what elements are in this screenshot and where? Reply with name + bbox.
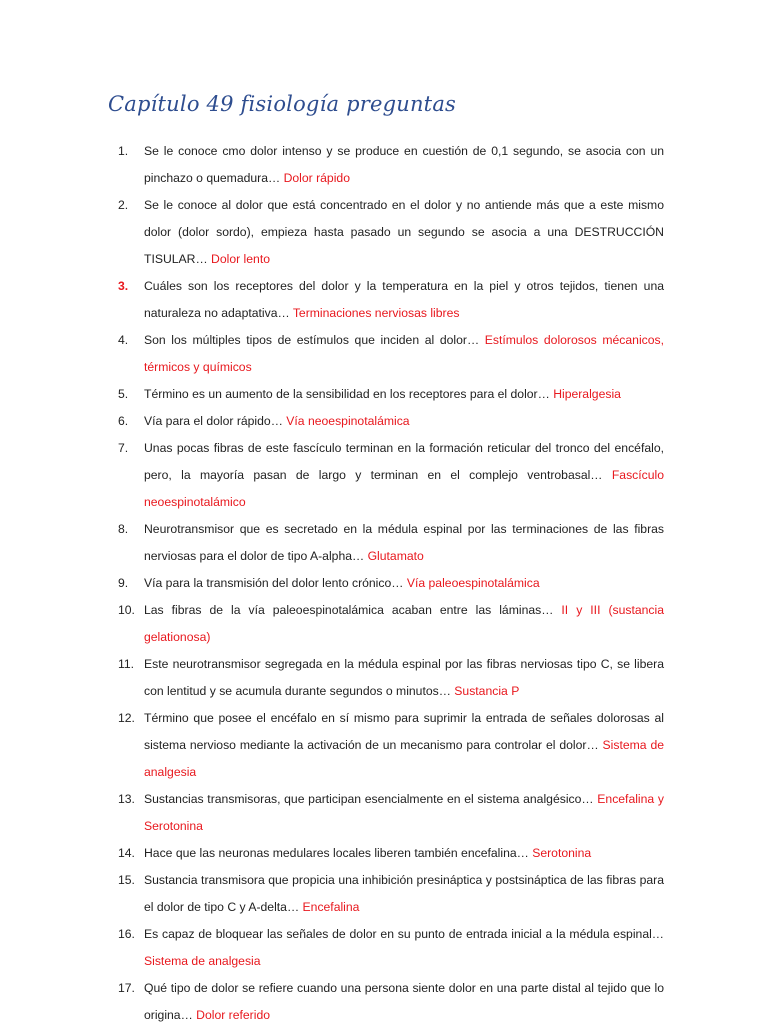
question-text: Son los múltiples tipos de estímulos que inciden al dolor… bbox=[144, 333, 485, 347]
answer-text: Dolor rápido bbox=[283, 171, 350, 185]
item-number: 2. bbox=[118, 198, 129, 212]
item-number: 17. bbox=[118, 981, 135, 995]
item-number: 11. bbox=[118, 657, 135, 671]
item-number: 12. bbox=[118, 711, 135, 725]
question-text: Término que posee el encéfalo en sí mismo para suprimir la entrada de señales dolorosas al sistema nervioso mediante la activación de un mecanismo para controlar el dolor… bbox=[144, 711, 664, 752]
item-number: 15. bbox=[118, 873, 135, 887]
answer-text: Vía neoespinotalámica bbox=[286, 414, 410, 428]
question-list bbox=[108, 138, 664, 1029]
answer-text: Encefalina y Serotonina bbox=[144, 792, 664, 833]
item-number: 3. bbox=[118, 279, 129, 293]
question-text: Este neurotransmisor segregada en la médula espinal por las fibras nerviosas tipo C, se libera con lentitud y se acumula durante segundos o minutos… bbox=[144, 657, 664, 698]
list-item bbox=[108, 786, 664, 840]
question-text: Sustancias transmisoras, que participan esencialmente en el sistema analgésico… bbox=[144, 792, 598, 806]
question-text: Neurotransmisor que es secretado en la médula espinal por las terminaciones de las fibras nerviosas para el dolor de tipo A-alpha… bbox=[144, 522, 664, 563]
answer-text: II y III (sustancia gelationosa) bbox=[144, 603, 664, 644]
item-number: 9. bbox=[118, 576, 129, 590]
answer-text: Serotonina bbox=[532, 846, 592, 860]
answer-text: Glutamato bbox=[367, 549, 424, 563]
item-number: 16. bbox=[118, 927, 135, 941]
answer-text: Fascículo neoespinotalámico bbox=[144, 468, 664, 509]
list-item bbox=[108, 597, 664, 651]
item-number: 14. bbox=[118, 846, 135, 860]
list-item bbox=[108, 570, 664, 597]
answer-text: Estímulos dolorosos mécanicos, térmicos y químicos bbox=[144, 333, 664, 374]
question-text: Se le conoce al dolor que está concentrado en el dolor y no antiende más que a este mismo dolor (dolor sordo), empieza hasta pasado un segundo se asocia a una DESTRUCCIÓN TISULAR… bbox=[144, 198, 664, 266]
question-text: Se le conoce cmo dolor intenso y se produce en cuestión de 0,1 segundo, se asocia con un pinchazo o quemadura… bbox=[144, 144, 664, 185]
answer-text: Sistema de analgesia bbox=[144, 954, 261, 968]
question-text: Las fibras de la vía paleoespinotalámica acaban entre las láminas… bbox=[144, 603, 562, 617]
list-item bbox=[108, 138, 664, 192]
item-number: 4. bbox=[118, 333, 129, 347]
item-number: 1. bbox=[118, 144, 129, 158]
question-text: Término es un aumento de la sensibilidad en los receptores para el dolor… bbox=[144, 387, 554, 401]
list-item bbox=[108, 435, 664, 516]
question-text: Qué tipo de dolor se refiere cuando una persona siente dolor en una parte distal al tejido que lo origina… bbox=[144, 981, 664, 1022]
question-text: Vía para el dolor rápido… bbox=[144, 414, 287, 428]
list-item bbox=[108, 867, 664, 921]
item-number: 7. bbox=[118, 441, 129, 455]
list-item bbox=[108, 516, 664, 570]
list-item bbox=[108, 408, 664, 435]
list-item bbox=[108, 327, 664, 381]
question-text: Unas pocas fibras de este fascículo terminan en la formación reticular del tronco del encéfalo, pero, la mayoría pasan de largo y terminan en el complejo ventrobasal… bbox=[144, 441, 664, 482]
list-item bbox=[108, 192, 664, 273]
answer-text: Encefalina bbox=[302, 900, 360, 914]
answer-text: Dolor lento bbox=[211, 252, 270, 266]
list-item bbox=[108, 921, 664, 975]
page-title: Capítulo 49 fisiología preguntas bbox=[108, 92, 457, 116]
item-number: 5. bbox=[118, 387, 129, 401]
item-number: 10. bbox=[118, 603, 135, 617]
list-item bbox=[108, 651, 664, 705]
answer-text: Terminaciones nerviosas libres bbox=[292, 306, 460, 320]
list-item bbox=[108, 273, 664, 327]
question-text: Sustancia transmisora que propicia una inhibición presináptica y postsináptica de las fibras para el dolor de tipo C y A-delta… bbox=[144, 873, 664, 914]
list-item bbox=[108, 975, 664, 1029]
answer-text: Vía paleoespinotalámica bbox=[406, 576, 540, 590]
item-number: 13. bbox=[118, 792, 135, 806]
item-number: 6. bbox=[118, 414, 129, 428]
question-text: Cuáles son los receptores del dolor y la temperatura en la piel y otros tejidos, tienen una naturaleza no adaptativa… bbox=[144, 279, 664, 320]
item-number: 8. bbox=[118, 522, 129, 536]
question-text: Hace que las neuronas medulares locales liberen también encefalina… bbox=[144, 846, 533, 860]
list-item bbox=[108, 705, 664, 786]
question-text: Vía para la transmisión del dolor lento crónico… bbox=[144, 576, 407, 590]
answer-text: Sistema de analgesia bbox=[144, 738, 664, 779]
question-text: Es capaz de bloquear las señales de dolor en su punto de entrada inicial a la médula espinal… bbox=[144, 927, 664, 941]
list-item bbox=[108, 381, 664, 408]
answer-text: Dolor referido bbox=[196, 1008, 271, 1022]
list-item bbox=[108, 840, 664, 867]
answer-text: Hiperalgesia bbox=[553, 387, 621, 401]
answer-text: Sustancia P bbox=[454, 684, 520, 698]
